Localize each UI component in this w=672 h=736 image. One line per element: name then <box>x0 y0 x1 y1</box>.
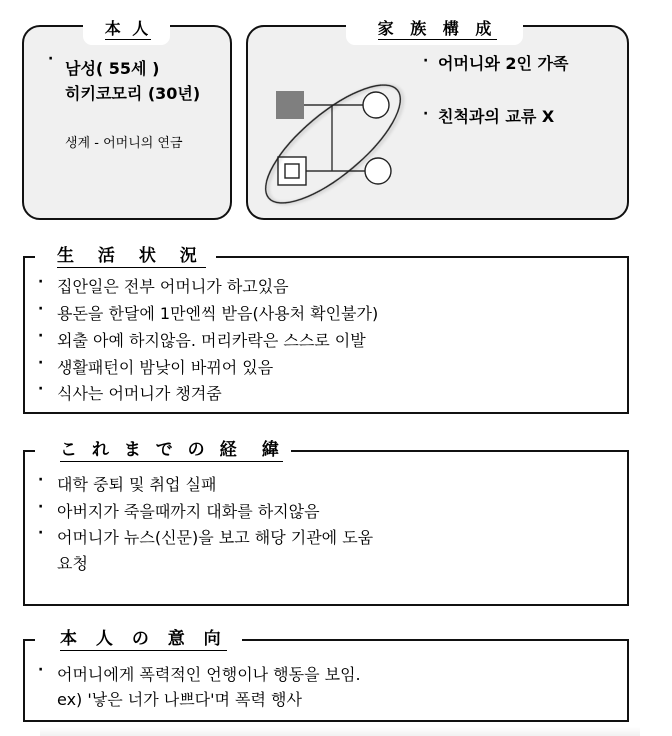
list-item-continuation <box>25 687 627 714</box>
genogram-mother-circle-icon <box>363 92 389 118</box>
list-item-text: 생활패턴이 밤낮이 바뀌어 있음 <box>57 358 274 377</box>
genogram-circle-icon <box>365 158 391 184</box>
bullet: · <box>38 662 44 678</box>
list-item-text: 아버지가 죽을때까지 대화를 하지않음 <box>57 502 320 521</box>
list-item-text: ex) '낳은 너가 나쁘다'며 폭력 행사 <box>57 690 302 709</box>
section-title-bg <box>35 629 242 651</box>
section-title: 本 人 の 意 向 <box>60 628 228 649</box>
list-item <box>25 301 627 328</box>
list-item-text: 외출 아예 하지않음. 머리카락은 스스로 이발 <box>57 331 366 350</box>
section-title-bg <box>35 246 216 268</box>
genogram-father-filled-square-icon <box>276 91 304 119</box>
profile-gender-age: 남성( 55세 ) <box>65 59 160 78</box>
profile-livelihood-note: 생계 - 어머니의 연금 <box>65 136 183 151</box>
bullet: · <box>423 53 429 69</box>
list-item <box>25 472 627 499</box>
history-section <box>23 439 629 606</box>
family-item: 어머니와 2인 가족 <box>438 54 569 73</box>
genogram-household-ellipse <box>249 66 418 215</box>
profile-status: 히키코모리 (30년) <box>65 84 201 103</box>
list-item <box>25 525 627 552</box>
family-box <box>246 25 629 220</box>
profile-title: 本 人 <box>104 18 152 38</box>
bullet: · <box>38 499 44 515</box>
living-situation-section <box>23 245 629 414</box>
bullet: · <box>38 301 44 317</box>
list-item-text: 집안일은 전부 어머니가 하고있음 <box>57 277 289 296</box>
list-item-continuation <box>25 551 627 578</box>
list-item <box>25 499 627 526</box>
bullet: · <box>48 51 54 67</box>
profile-box <box>22 25 232 220</box>
section-title-bg <box>35 440 291 462</box>
list-item <box>25 662 627 689</box>
list-item-text: 대학 중퇴 및 취업 실패 <box>57 475 217 494</box>
list-item-text: 요청 <box>57 554 88 573</box>
list-item-text: 용돈을 한달에 1만엔씩 받음(사용처 확인불가) <box>57 304 379 323</box>
page-bottom-shadow <box>40 727 640 736</box>
genogram <box>246 25 446 215</box>
list-item <box>25 355 627 382</box>
bullet: · <box>38 274 44 290</box>
bullet: · <box>38 525 44 541</box>
bullet: · <box>38 355 44 371</box>
list-item-text: 어머니가 뉴스(신문)을 보고 해당 기관에 도움 <box>57 528 374 547</box>
list-item-text: 식사는 어머니가 챙겨줌 <box>57 384 222 403</box>
bullet: · <box>38 472 44 488</box>
intention-section <box>23 628 629 722</box>
profile-title-tab <box>83 14 170 45</box>
bullet: · <box>38 328 44 344</box>
section-title: こ れ ま で の 経 緯 <box>60 439 284 460</box>
family-item: 친척과의 교류 X <box>438 107 555 126</box>
section-title: 生 活 状 況 <box>57 245 206 266</box>
family-title: 家 族 構 成 <box>377 18 497 38</box>
list-item-text: 어머니에게 폭력적인 언행이나 행동을 보임. <box>57 665 361 684</box>
bullet: · <box>38 381 44 397</box>
family-title-tab <box>346 14 523 45</box>
list-item <box>25 328 627 355</box>
list-item <box>25 381 627 408</box>
bullet: · <box>423 106 429 122</box>
list-item <box>25 274 627 301</box>
